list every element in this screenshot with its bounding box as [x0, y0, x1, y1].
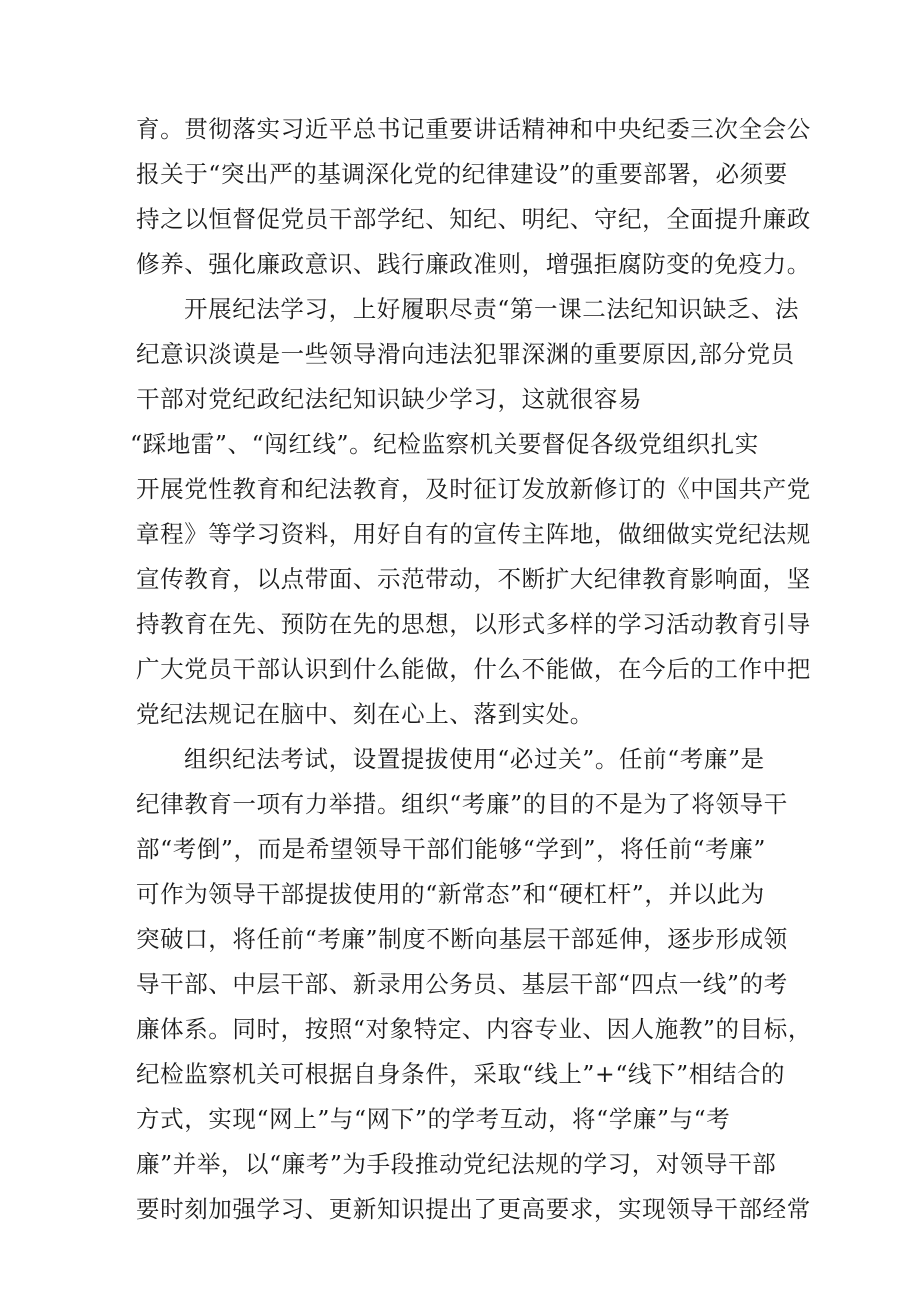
text-line: 导干部、中层干部、新录用公务员、基层干部“四点一线”的考 — [136, 970, 788, 998]
text-line: 突破口，将任前“考廉”制度不断向基层干部延伸，逐步形成领 — [136, 925, 788, 953]
text-line: 纪检监察机关可根据自身条件，采取“线上”+“线下”相结合的 — [136, 1060, 786, 1088]
text-line: 干部对党纪政纪法纪知识缺少学习，这就很容易 — [136, 385, 643, 413]
text-line: 宣传教育，以点带面、示范带动，不断扩大纪律教育影响面，坚 — [136, 565, 811, 593]
text-line: 可作为领导干部提拔使用的“新常态”和“硬杠杆”，并以此为 — [136, 880, 765, 908]
text-line: 纪律教育一项有力举措。组织“考廉”的目的不是为了将领导干 — [136, 790, 788, 818]
paragraph-start-line: 开展纪法学习，上好履职尽责“第一课二法纪知识缺乏、法 — [184, 295, 800, 323]
text-line: 要时刻加强学习、更新知识提出了更高要求，实现领导干部经常 — [136, 1195, 811, 1223]
text-line: 持教育在先、预防在先的思想，以形式多样的学习活动教育引导 — [136, 610, 811, 638]
paragraph-start-line: 组织纪法考试，设置提拔使用“必过关”。任前“考廉”是 — [184, 745, 765, 773]
text-line: 方式，实现“网上”与“网下”的学考互动，将“学廉”与“考 — [136, 1105, 731, 1133]
text-line: 纪意识淡谟是一些领导滑向违法犯罪深渊的重要原因,部分党员 — [136, 340, 795, 368]
text-line: 部“考倒”，而是希望领导干部们能够“学到”，将任前“考廉” — [136, 835, 766, 863]
text-line: 廉”并举，以“廉考”为手段推动党纪法规的学习，对领导干部 — [136, 1150, 777, 1178]
text-line: 修养、强化廉政意识、践行廉政准则，增强拒腐防变的免疫力。 — [136, 250, 811, 278]
text-line: “踩地雷”、“闯红线”。纪检监察机关要督促各级党组织扎实 — [130, 430, 759, 458]
text-line: 育。贯彻落实习近平总书记重要讲话精神和中央纪委三次全会公 — [136, 115, 811, 143]
text-line: 开展党性教育和纪法教育，及时征订发放新修订的《中国共产党 — [136, 475, 811, 503]
text-line: 持之以恒督促党员干部学纪、知纪、明纪、守纪，全面提升廉政 — [136, 205, 811, 233]
text-line: 报关于“突出严的基调深化党的纪律建设”的重要部署，必须要 — [136, 160, 788, 188]
text-line: 党纪法规记在脑中、刻在心上、落到实处。 — [136, 700, 594, 728]
text-line: 廉体系。同时，按照“对象特定、内容专业、因人施教”的目标， — [136, 1015, 812, 1043]
text-line: 章程》等学习资料，用好自有的宣传主阵地，做细做实党纪法规 — [136, 520, 811, 548]
text-line: 广大党员干部认识到什么能做，什么不能做，在今后的工作中把 — [136, 655, 811, 683]
